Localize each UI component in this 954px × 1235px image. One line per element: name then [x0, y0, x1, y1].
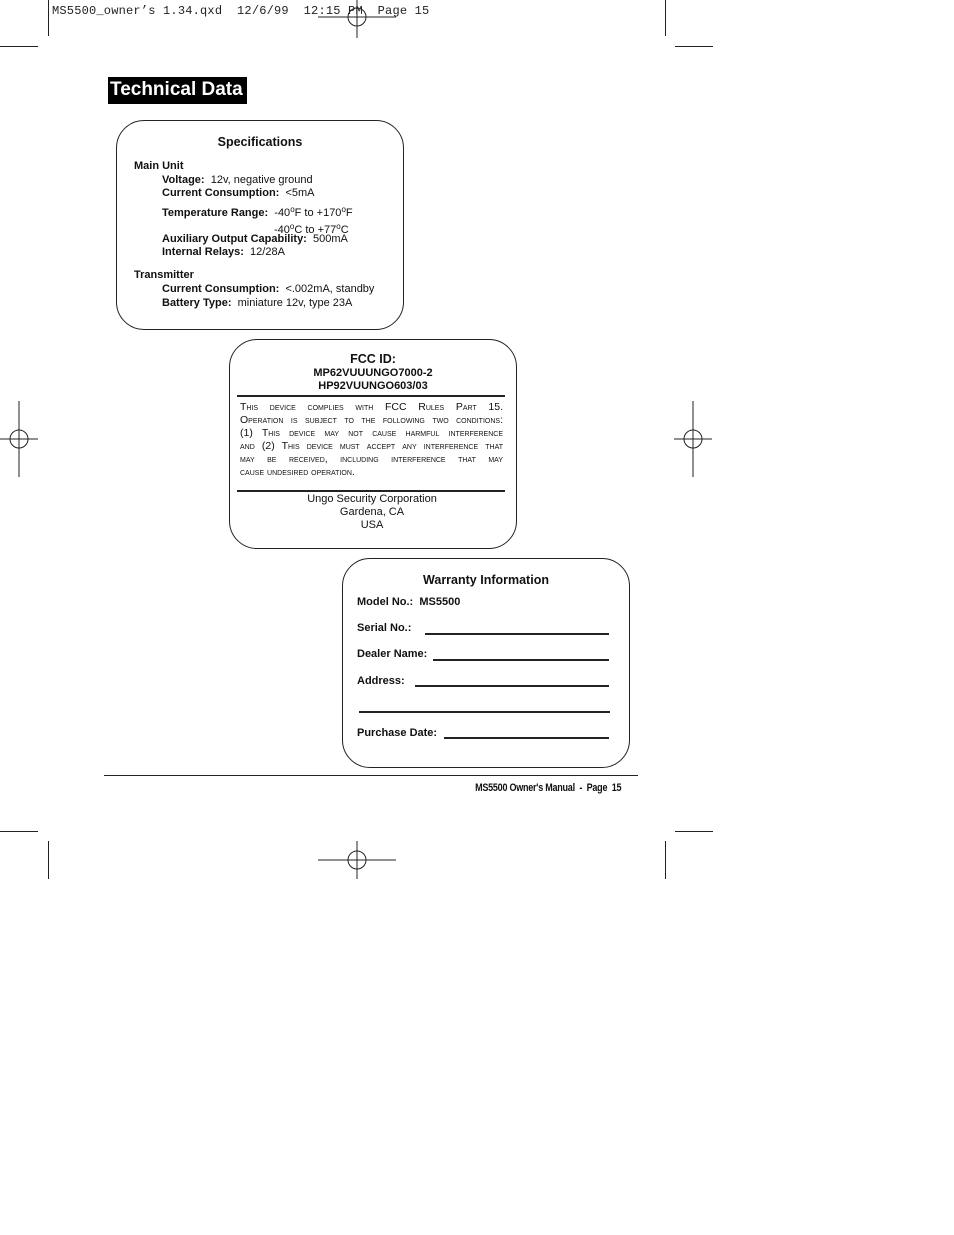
- warranty-heading: Warranty Information: [423, 573, 549, 587]
- address-label: Address:: [357, 675, 405, 687]
- crop-mark: [675, 831, 713, 832]
- model-number-value: MS5500: [419, 596, 461, 608]
- auxiliary-output-label: Auxiliary Output Capability:: [162, 233, 307, 245]
- temperature-range-row: [162, 203, 353, 220]
- temperature-celsius-value: -40$^o$C to $+77^oC$: [274, 222, 349, 236]
- footer-rule: [104, 775, 638, 776]
- address-field-line-2[interactable]: [359, 711, 610, 713]
- auxiliary-output-row: [162, 233, 348, 246]
- fcc-notice: [240, 401, 503, 479]
- crop-mark: [675, 46, 713, 47]
- fcc-city: Gardena, CA: [339, 506, 405, 518]
- fcc-id-secondary: HP92VUUNGO603/03: [318, 380, 428, 392]
- fcc-notice-line: (1) This device may not cause harmful interference: [240, 427, 503, 439]
- fcc-id-primary: MP62VUUUNGO7000-2: [313, 367, 433, 379]
- current-consumption-value: <5mA: [285, 187, 315, 199]
- transmitter-current-value: <.002mA, standby: [285, 283, 375, 295]
- internal-relays-value: 12/28A: [250, 246, 285, 258]
- file-slug: MS5500_owner’s 1.34.qxd 12/6/99 12:15 PM Page 15: [52, 4, 430, 18]
- battery-type-label: Battery Type:: [162, 297, 232, 309]
- model-number-row: [357, 596, 460, 609]
- voltage-label: Voltage:: [162, 174, 205, 186]
- current-consumption-row: [162, 187, 315, 200]
- current-consumption-label: Current Consumption:: [162, 187, 280, 199]
- temperature-fahrenheit-value: -40$^o$F to $+170^oF$: [274, 205, 353, 219]
- battery-type-row: [162, 297, 352, 310]
- serial-number-label: Serial No.:: [357, 622, 412, 634]
- dealer-name-field[interactable]: [433, 659, 609, 661]
- address-field[interactable]: [415, 685, 609, 687]
- page-footer: MS5500 Owner's Manual - Page 15: [474, 782, 621, 794]
- fcc-notice-line: This device complies with FCC Rules Part 15.: [240, 401, 503, 413]
- internal-relays-row: [162, 246, 285, 259]
- crop-mark: [48, 841, 49, 879]
- fcc-divider-bottom: [237, 490, 505, 492]
- registration-mark-icon: [318, 0, 396, 40]
- fcc-notice-line: Operation is subject to the following two conditions:: [240, 414, 503, 426]
- fcc-country: USA: [360, 519, 384, 531]
- model-number-label: Model No.:: [357, 596, 414, 608]
- crop-mark: [48, 0, 49, 36]
- fcc-heading: FCC ID:: [350, 352, 396, 366]
- fcc-notice-line: may be received, including interference that may: [240, 453, 503, 465]
- registration-mark-icon: [318, 841, 396, 881]
- main-unit-label: Main Unit: [134, 160, 184, 172]
- fcc-company: Ungo Security Corporation: [307, 493, 437, 505]
- internal-relays-label: Internal Relays:: [162, 246, 244, 258]
- transmitter-current-row: [162, 283, 374, 296]
- crop-mark: [665, 841, 666, 879]
- registration-mark-icon: [0, 401, 40, 479]
- voltage-value: 12v, negative ground: [210, 174, 313, 186]
- dealer-name-label: Dealer Name:: [357, 648, 428, 660]
- crop-mark: [0, 46, 38, 47]
- specifications-heading: Specifications: [217, 135, 303, 149]
- auxiliary-output-value: 500mA: [312, 233, 348, 245]
- crop-mark: [665, 0, 666, 36]
- battery-type-value: miniature 12v, type 23A: [237, 297, 353, 309]
- purchase-date-label: Purchase Date:: [357, 727, 438, 739]
- voltage-row: [162, 174, 313, 187]
- purchase-date-field[interactable]: [444, 737, 609, 739]
- page-title: Technical Data: [108, 77, 247, 104]
- fcc-notice-line: cause undesired operation.: [240, 466, 355, 478]
- temperature-range-label: Temperature Range:: [162, 207, 269, 219]
- transmitter-current-label: Current Consumption:: [162, 283, 280, 295]
- transmitter-label: Transmitter: [134, 269, 194, 281]
- fcc-notice-line: and (2) This device must accept any interference that: [240, 440, 503, 452]
- fcc-divider-top: [237, 395, 505, 397]
- registration-mark-icon: [674, 401, 714, 479]
- crop-mark: [0, 831, 38, 832]
- serial-number-field[interactable]: [425, 633, 609, 635]
